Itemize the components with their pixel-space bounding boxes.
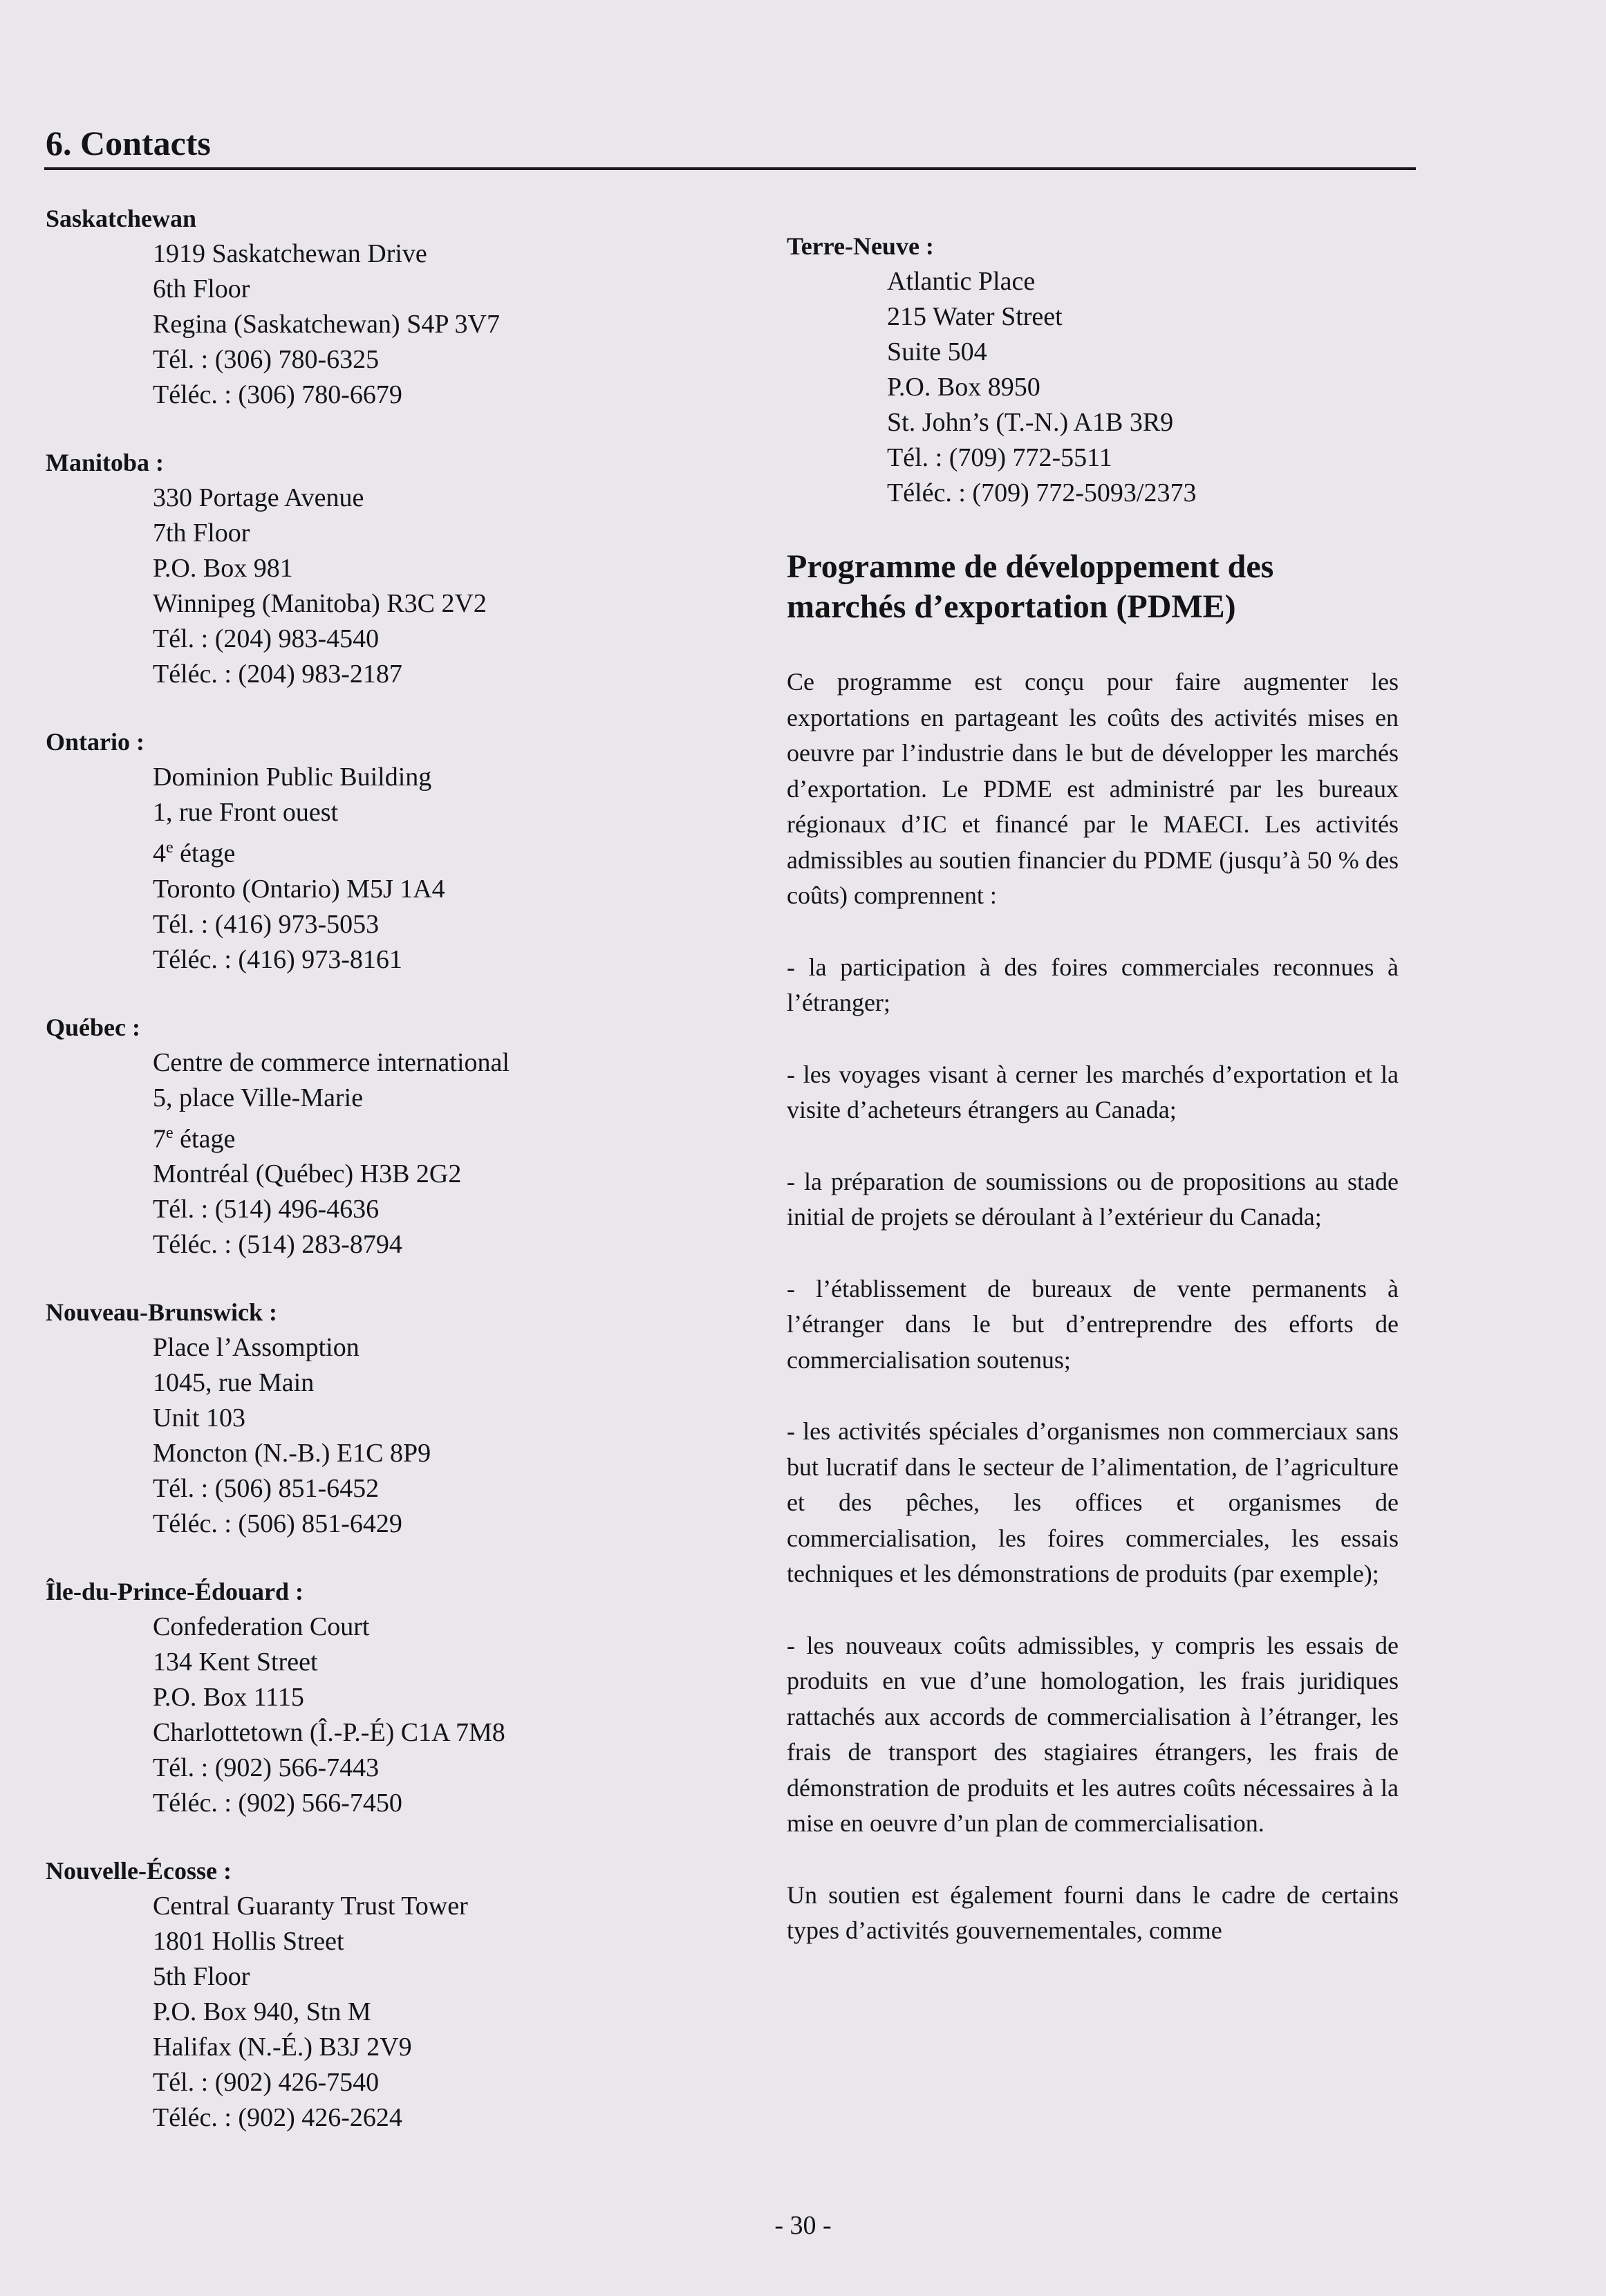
address-line: P.O. Box 8950 xyxy=(887,373,1040,402)
address-line: 7th Floor xyxy=(153,519,250,548)
fax-line: Téléc. : (204) 983-2187 xyxy=(153,660,402,689)
program-list-item: - les activités spéciales d’organismes non commerciaux sans but lucratif dans le secteur de l’alimentation, de l’agriculture et des pêches, les offices et organismes de commercialisation, les foires commerciales, les essais techniques et les démonstrations de produits (par exemple); xyxy=(787,1417,1399,1587)
address-line: St. John’s (T.-N.) A1B 3R9 xyxy=(887,408,1174,437)
address-line: Place l’Assomption xyxy=(153,1333,360,1363)
phone-line: Tél. : (709) 772-5511 xyxy=(887,443,1112,472)
address-line: Centre de commerce international xyxy=(153,1047,510,1077)
phone-line: Tél. : (306) 780-6325 xyxy=(153,345,380,374)
address-line: Atlantic Place xyxy=(887,267,1036,296)
right-column xyxy=(787,228,1399,1949)
contact-heading: Ontario : xyxy=(46,728,144,756)
contact-heading: Terre-Neuve : xyxy=(787,232,934,260)
contact-heading: Nouvelle-Écosse : xyxy=(46,1857,232,1885)
fax-line: Téléc. : (709) 772-5093/2373 xyxy=(887,478,1197,507)
fax-line: Téléc. : (306) 780-6679 xyxy=(153,380,402,409)
address-line: Charlottetown (Î.-P.-É) C1A 7M8 xyxy=(153,1718,505,1748)
address-line: 330 Portage Avenue xyxy=(153,483,364,512)
contact-nouveau-brunswick xyxy=(46,1294,737,1542)
address-line: Dominion Public Building xyxy=(153,763,432,792)
contact-heading: Saskatchewan xyxy=(46,205,197,232)
address-line: Confederation Court xyxy=(153,1612,370,1642)
program-heading: Programme de développement des marchés d’exportation (PDME) xyxy=(787,548,1274,625)
program-closing-paragraph: Un soutien est également fourni dans le cadre de certains types d’activités gouvernementales, comme xyxy=(787,1880,1399,1944)
contact-terre-neuve xyxy=(787,228,1399,511)
fax-line: Téléc. : (416) 973-8161 xyxy=(153,944,402,974)
page-number: - 30 - xyxy=(774,2211,832,2240)
address-line: 134 Kent Street xyxy=(153,1648,318,1677)
contacts-left-column xyxy=(46,200,737,2136)
address-line: 215 Water Street xyxy=(887,302,1063,331)
address-line: Suite 504 xyxy=(887,337,987,366)
fax-line: Téléc. : (514) 283-8794 xyxy=(153,1230,402,1260)
contact-heading: Québec : xyxy=(46,1013,140,1041)
address-line: 5, place Ville-Marie xyxy=(153,1083,364,1112)
address-line: 1801 Hollis Street xyxy=(153,1927,344,1957)
program-list-item: - l’établissement de bureaux de vente permanents à l’étranger dans le but d’entreprendre des efforts de commercialisation soutenus; xyxy=(787,1274,1399,1374)
address-line: Winnipeg (Manitoba) R3C 2V2 xyxy=(153,589,487,618)
fax-line: Téléc. : (506) 851-6429 xyxy=(153,1509,402,1539)
program-list-item: - la préparation de soumissions ou de propositions au stade initial de projets se déroulant à l’extérieur du Canada; xyxy=(787,1167,1399,1231)
contact-quebec xyxy=(46,1009,737,1263)
phone-line: Tél. : (514) 496-4636 xyxy=(153,1195,380,1224)
address-line: Halifax (N.-É.) B3J 2V9 xyxy=(153,2033,412,2062)
address-line: Moncton (N.-B.) E1C 8P9 xyxy=(153,1439,431,1468)
phone-line: Tél. : (204) 983-4540 xyxy=(153,624,380,653)
contact-heading: Nouveau-Brunswick : xyxy=(46,1298,278,1327)
title-rule xyxy=(44,167,1416,170)
address-line: 4e étage xyxy=(153,839,236,868)
program-list-item: - la participation à des foires commerciales reconnues à l’étranger; xyxy=(787,953,1399,1016)
address-line: Regina (Saskatchewan) S4P 3V7 xyxy=(153,310,500,339)
phone-line: Tél. : (416) 973-5053 xyxy=(153,909,380,939)
address-line: 7e étage xyxy=(153,1123,236,1154)
section-title: 6. Contacts xyxy=(46,124,211,162)
phone-line: Tél. : (902) 426-7540 xyxy=(153,2068,380,2098)
address-line: 1045, rue Main xyxy=(153,1368,315,1398)
address-line: Toronto (Ontario) M5J 1A4 xyxy=(153,874,445,904)
address-line: Unit 103 xyxy=(153,1403,246,1433)
contact-heading: Manitoba : xyxy=(46,449,164,476)
fax-line: Téléc. : (902) 426-2624 xyxy=(153,2103,402,2133)
phone-line: Tél. : (902) 566-7443 xyxy=(153,1753,380,1783)
address-line: P.O. Box 940, Stn M xyxy=(153,1997,371,2027)
address-line: P.O. Box 1115 xyxy=(153,1683,304,1712)
program-list-item: - les voyages visant à cerner les marchés d’exportation et la visite d’acheteurs étrangers au Canada; xyxy=(787,1060,1399,1123)
fax-line: Téléc. : (902) 566-7450 xyxy=(153,1789,402,1818)
contact-heading: Île-du-Prince-Édouard : xyxy=(46,1578,304,1606)
address-line: 6th Floor xyxy=(153,274,250,304)
address-line: 5th Floor xyxy=(153,1962,250,1992)
address-line: Central Guaranty Trust Tower xyxy=(153,1892,468,1921)
address-line: P.O. Box 981 xyxy=(153,554,293,583)
address-line: Montréal (Québec) H3B 2G2 xyxy=(153,1159,462,1189)
address-line: 1919 Saskatchewan Drive xyxy=(153,239,427,268)
contact-nouvelle-ecosse xyxy=(46,1853,737,2136)
program-intro-paragraph: Ce programme est conçu pour faire augmenter les exportations en partageant les coûts des activités mises en oeuvre par l’industrie dans le but de développer les marchés d’exportation. Le PDME est administré par les bureaux régionaux d’IC et financé par le MAECI. Les activités admissibles au soutien financier du PDME (jusqu’à 50 % des coûts) comprennent : xyxy=(787,668,1399,909)
address-line: 1, rue Front ouest xyxy=(153,798,339,827)
contact-ile-du-prince-edouard xyxy=(46,1574,737,1821)
program-list-item: - les nouveaux coûts admissibles, y compris les essais de produits en vue d’une homologation, les frais juridiques rattachés aux accords de commercialisation à l’étranger, les frais de transport des stagiaires étrangers, les frais de démonstration de produits et les autres coûts nécessaires à la mise en oeuvre d’un plan de commercialisation. xyxy=(787,1631,1399,1837)
contact-ontario xyxy=(46,724,737,978)
phone-line: Tél. : (506) 851-6452 xyxy=(153,1474,380,1504)
contact-saskatchewan xyxy=(46,200,737,413)
contact-manitoba xyxy=(46,445,737,692)
